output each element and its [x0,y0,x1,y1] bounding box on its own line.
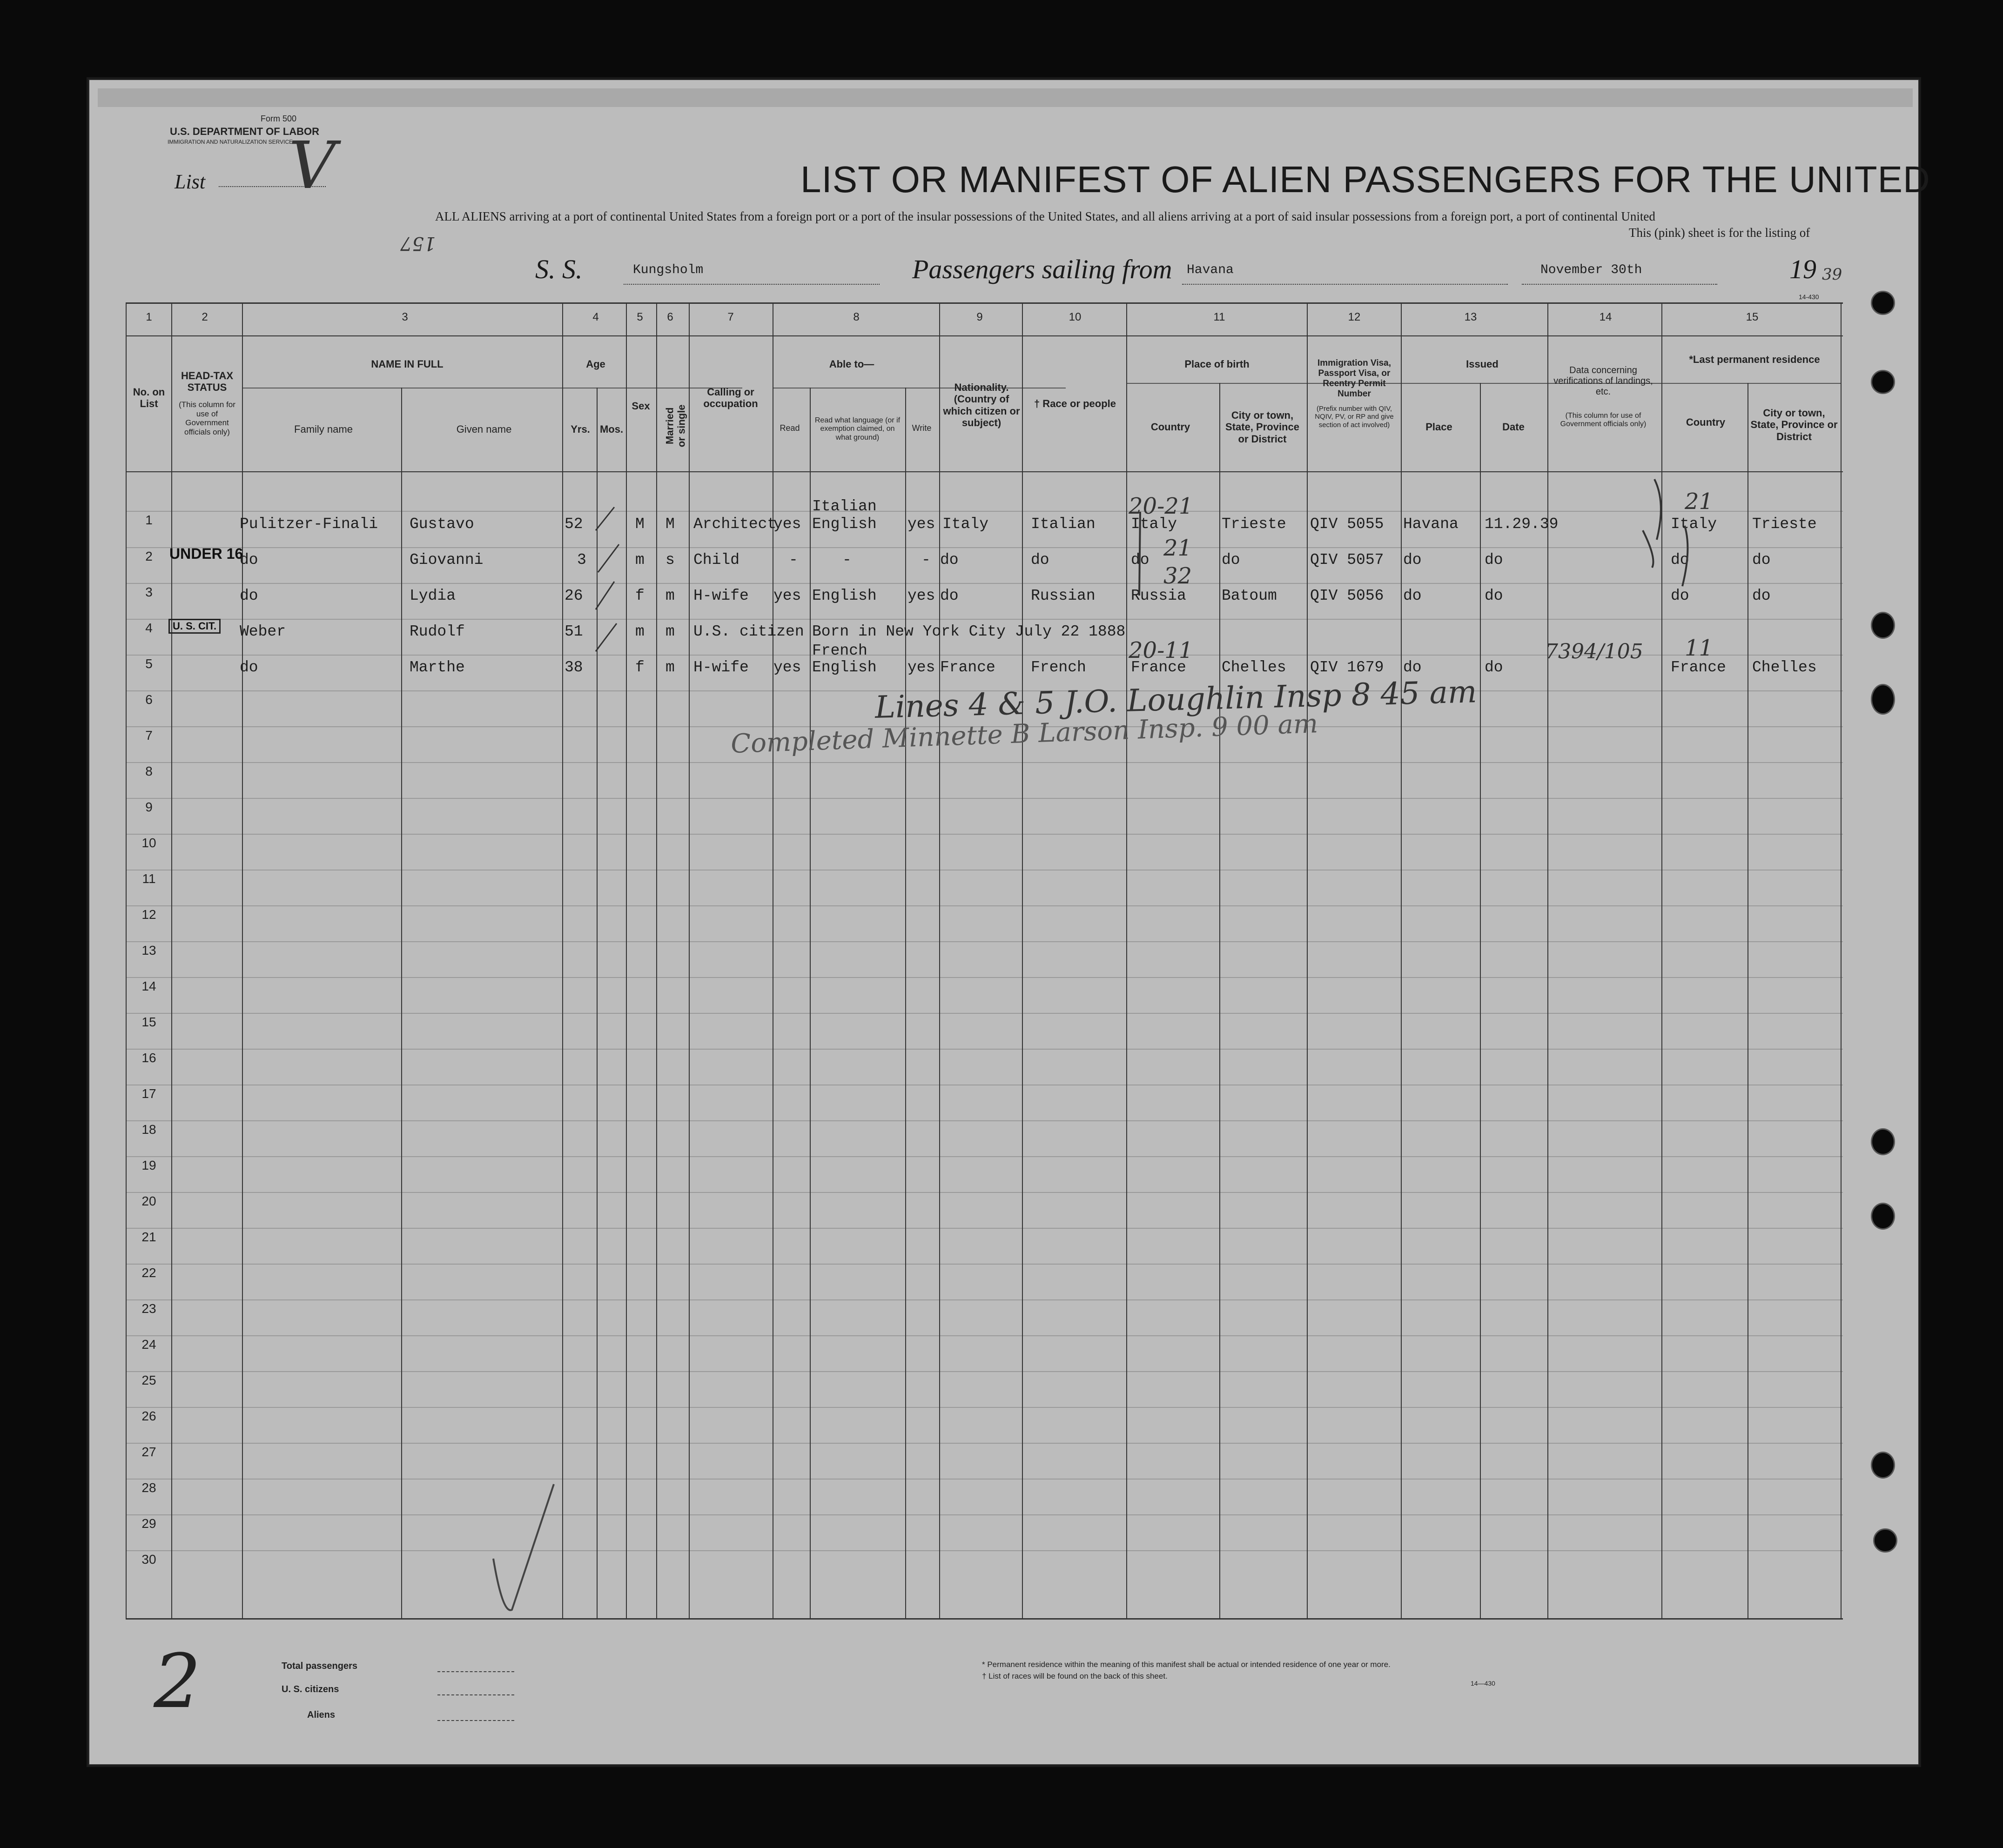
row-number: 20 [141,1194,156,1208]
row-number: 11 [142,871,156,886]
row1-city: Trieste [1222,516,1286,533]
hdr-verifications: Data concerning verifications of landings, etc. [1553,365,1653,397]
col-num-7: 7 [727,311,734,323]
row2-country: do [1131,551,1149,569]
row2-lang: - [842,551,852,569]
row1-res-city: Trieste [1752,516,1817,533]
row-number: 24 [141,1337,156,1352]
row-number: 3 [145,585,153,599]
hand-note-line1: Lines 4 & 5 J.O. Loughlin Insp 8 45 am [874,674,1478,725]
row1-date: 11.29.39 [1485,516,1559,533]
row-number: 13 [141,943,156,957]
row-number: 9 [145,800,153,814]
row3-res-city: do [1752,587,1771,604]
row3-calling: H-wife [693,587,749,604]
row-number: 18 [141,1122,156,1137]
hand-res-code-row5: 11 [1685,635,1714,661]
row5-read: yes [773,659,801,676]
departure-port: Havana [1187,263,1234,277]
row5-family: do [240,659,258,676]
row-number: 26 [141,1409,156,1423]
col-num-13: 13 [1464,311,1477,323]
form-number: Form 500 [261,114,297,123]
col-num-2: 2 [202,311,208,323]
residence-subheader-rule [1661,383,1841,384]
sailing-label: Passengers sailing from [912,254,1172,284]
total-passengers-line [437,1671,514,1672]
row5-place: do [1403,659,1422,676]
row-number: 22 [141,1265,156,1280]
row5-lang-top: French [812,642,867,659]
punch-hole [1871,1203,1895,1230]
us-citizens-line [437,1694,514,1695]
row-number: 10 [141,836,156,850]
hand-code-row3: 32 [1163,563,1192,589]
row-number: 16 [141,1051,156,1065]
col-num-14: 14 [1599,311,1612,323]
hand-note-line2: Completed Minnette B Larson Insp. 9 00 am [730,708,1319,760]
row-number: 6 [145,692,153,707]
hand-code-row1: 20-21 [1129,493,1193,519]
hdr-no-on-list: No. on List [133,386,165,410]
row3-read: yes [773,587,801,604]
hdr-given-name: Given name [456,423,512,435]
hdr-place-of-birth: Place of birth [1184,358,1250,370]
row2-sex: m [635,551,645,569]
row4-given: Rudolf [410,623,465,640]
column-number-rule [126,335,1843,336]
sheet-edge [98,88,1913,107]
row5-res-city: Chelles [1752,659,1817,676]
row5-lang: English [812,659,877,676]
row1-nationality: Italy [942,516,989,533]
row5-given: Marthe [410,659,465,676]
row5-nationality: France [940,659,995,676]
row1-race: Italian [1031,516,1096,533]
footer-form-code: 14—430 [1471,1680,1495,1687]
punch-hole [1871,370,1895,394]
hdr-issued: Issued [1466,358,1499,370]
row1-country: Italy [1131,516,1177,533]
row-number: 29 [141,1516,156,1531]
row2-read: - [789,551,798,569]
row2-family: do [240,551,258,569]
row3-res-country: do [1671,587,1689,604]
footer-total-passengers: Total passengers [282,1661,358,1671]
row1-place: Havana [1403,516,1459,533]
row2-married: s [665,551,675,569]
col-num-8: 8 [853,311,860,323]
row-number: 14 [141,979,156,993]
hdr-calling: Calling or occupation [703,386,758,410]
row5-city: Chelles [1222,659,1286,676]
row-number: 2 [145,549,153,563]
row1-write: yes [907,516,935,533]
col-num-15: 15 [1746,311,1759,323]
row-number: 21 [141,1230,156,1244]
row-number: 17 [141,1086,156,1101]
row5-visa: QIV 1679 [1310,659,1384,676]
row5-yrs: 38 [565,659,583,676]
hdr-yrs: Yrs. [571,423,590,435]
row2-nationality: do [940,551,959,569]
row4-sex: m [635,623,645,640]
list-label: List [175,170,206,193]
birth-bracket-mark [1131,507,1149,600]
hdr-issued-place: Place [1425,421,1452,433]
row1-calling: Architect [693,516,777,533]
row3-visa: QIV 5056 [1310,587,1384,604]
col-num-9: 9 [976,311,983,323]
col-num-3: 3 [402,311,408,323]
row-number: 28 [141,1480,156,1495]
list-value: V [289,128,336,204]
punch-hole [1871,1452,1895,1479]
hdr-read: Read [780,423,800,433]
hdr-married: Married or single [664,404,687,448]
row1-read: yes [773,516,801,533]
row4-tax-status: U. S. CIT. [168,619,221,634]
manifest-subtitle-2: This (pink) sheet is for the listing of [1629,226,1810,240]
row2-date: do [1485,551,1503,569]
port-underline [1182,284,1508,285]
row5-date: do [1485,659,1503,676]
row2-race: do [1031,551,1049,569]
hdr-res-country: Country [1686,416,1726,428]
hdr-able-to: Able to— [829,358,874,370]
row-number: 1 [145,513,153,527]
row-number: 4 [145,621,153,635]
row5-calling: H-wife [693,659,749,676]
row2-given: Giovanni [410,551,484,569]
row-number: 15 [141,1015,156,1029]
row1-visa: QIV 5055 [1310,516,1384,533]
col-num-6: 6 [667,311,673,323]
sailing-date: November 30th [1540,263,1642,277]
punch-hole [1871,612,1895,639]
punch-hole [1873,1528,1897,1553]
row1-married: M [665,516,675,533]
row3-married: m [665,587,675,604]
row5-race: French [1031,659,1086,676]
row1-given: Gustavo [410,516,474,533]
row-number: 19 [141,1158,156,1172]
form-code: 14-430 [1799,293,1819,301]
hdr-res-city: City or town, State, Province or District [1750,407,1838,442]
row4-married: m [665,623,675,640]
col-num-12: 12 [1348,311,1361,323]
hdr-family-name: Family name [294,423,353,435]
hdr-read-language: Read what language (or if exemption claimed, on what ground) [814,416,901,442]
row2-city: do [1222,551,1240,569]
row5-write: yes [907,659,935,676]
row2-res-country: do [1671,551,1689,569]
row3-date: do [1485,587,1503,604]
manifest-title: LIST OR MANIFEST OF ALIEN PASSENGERS FOR THE UNITED [800,159,1930,200]
row3-nationality: do [940,587,959,604]
col-num-1: 1 [146,311,152,323]
col-num-10: 10 [1069,311,1082,323]
row1-yrs: 52 [565,516,583,533]
ship-name: Kungsholm [633,263,704,277]
hdr-head-tax-note: (This column for use of Government officials only) [179,400,235,436]
row3-lang: English [812,587,877,604]
row-number: 25 [141,1373,156,1387]
row2-write: - [921,551,931,569]
residence-bracket-mark [1671,521,1699,591]
row4-family: Weber [240,623,286,640]
row4-calling: U.S. citizen [693,623,804,640]
year-suffix: 39 [1822,265,1842,284]
manifest-subtitle: ALL ALIENS arriving at a port of continental United States from a foreign port or a port of the insular possessions of the United States, and all aliens arriving at a port of said insular possessions from a foreign port, a port of continental United [435,209,1655,223]
footer-aliens: Aliens [307,1710,336,1720]
department-name: U.S. DEPARTMENT OF LABOR [170,126,320,137]
row3-race: Russian [1031,587,1096,604]
row1-lang-top: Italian [812,498,877,515]
punch-hole [1871,684,1895,715]
hdr-age: Age [586,358,605,370]
row3-given: Lydia [410,587,456,604]
row2-res-city: do [1752,551,1771,569]
row3-place: do [1403,587,1422,604]
row-number: 7 [145,728,153,743]
hand-code-row2: 21 [1163,535,1192,561]
hdr-mos: Mos. [599,423,624,435]
row2-visa: QIV 5057 [1310,551,1384,569]
footer-note-residence: * Permanent residence within the meaning of this manifest shall be actual or intended residence of one year or more. [982,1660,1391,1669]
hdr-issued-date: Date [1502,421,1525,433]
punch-hole [1871,291,1895,315]
hdr-last-residence: *Last permanent residence [1689,354,1820,365]
row3-write: yes [907,587,935,604]
col-num-4: 4 [592,311,599,323]
row-number: 23 [141,1301,156,1316]
hdr-birth-country: Country [1150,421,1190,433]
hdr-birth-city: City or town, State, Province or District [1225,409,1299,445]
hdr-sex: Sex [632,400,650,412]
col-num-5: 5 [637,311,643,323]
manifest-table [126,302,1843,1620]
row2-yrs: 3 [577,551,586,569]
row-number: 5 [145,656,153,671]
footer-us-citizens: U. S. citizens [282,1684,339,1694]
footer-note-races: † List of races will be found on the back of this sheet. [982,1672,1168,1681]
hdr-nationality: Nationality. (Country of which citizen or subject) [943,382,1020,429]
ship-underline [624,284,880,285]
date-underline [1522,284,1717,285]
row5-sex: f [635,659,645,676]
row-number: 8 [145,764,153,778]
hdr-write: Write [912,423,932,433]
hdr-name-in-full: NAME IN FULL [371,358,444,370]
row5-country: France [1131,659,1186,676]
header-bottom-rule [126,471,1843,472]
bottom-check-mark [475,1475,568,1624]
col-num-11: 11 [1213,311,1225,323]
aliens-line [437,1720,514,1721]
row4-yrs: 51 [565,623,583,640]
row3-family: do [240,587,258,604]
row1-sex: M [635,516,645,533]
hdr-visa: Immigration Visa, Passport Visa, or Reentry Permit Number [1317,358,1391,399]
hand-code-row5: 20-11 [1129,637,1193,663]
hand-verification-row5: 7394/105 [1545,640,1643,663]
ss-label: S. S. [535,254,583,284]
hdr-visa-note: (Prefix number with QIV, NQIV, PV, or RP and give section of act involved) [1315,405,1394,429]
row5-res-country: France [1671,659,1726,676]
row1-family: Pulitzer-Finali [240,516,378,533]
row3-country: Russia [1131,587,1186,604]
row3-sex: f [635,587,645,604]
hdr-verifications-note: (This column for use of Government officials only) [1560,412,1647,429]
year-prefix: 19 [1789,254,1816,284]
row4-birth-note: Born in New York City July 22 1888 [812,623,1126,640]
row3-city: Batoum [1222,587,1277,604]
row2-place: do [1403,551,1422,569]
row-number: 27 [141,1445,156,1459]
hand-page-number: 2 [154,1638,201,1725]
row5-married: m [665,659,675,676]
row1-lang: English [812,516,877,533]
hand-res-code-row1: 21 [1685,489,1714,515]
corner-mark: 157 [400,233,436,254]
row3-yrs: 26 [565,587,583,604]
row-number: 12 [141,907,156,922]
hdr-race: † Race or people [1034,398,1116,409]
hdr-head-tax: HEAD-TAX STATUS [181,370,234,394]
row-number: 30 [141,1552,156,1567]
punch-hole [1871,1128,1895,1155]
service-name: IMMIGRATION AND NATURALIZATION SERVICE [168,139,293,145]
age-tick-marks [577,493,633,670]
row2-calling: Child [693,551,740,569]
row2-tax-status: UNDER 16 [169,545,243,562]
row1-res-country: Italy [1671,516,1717,533]
